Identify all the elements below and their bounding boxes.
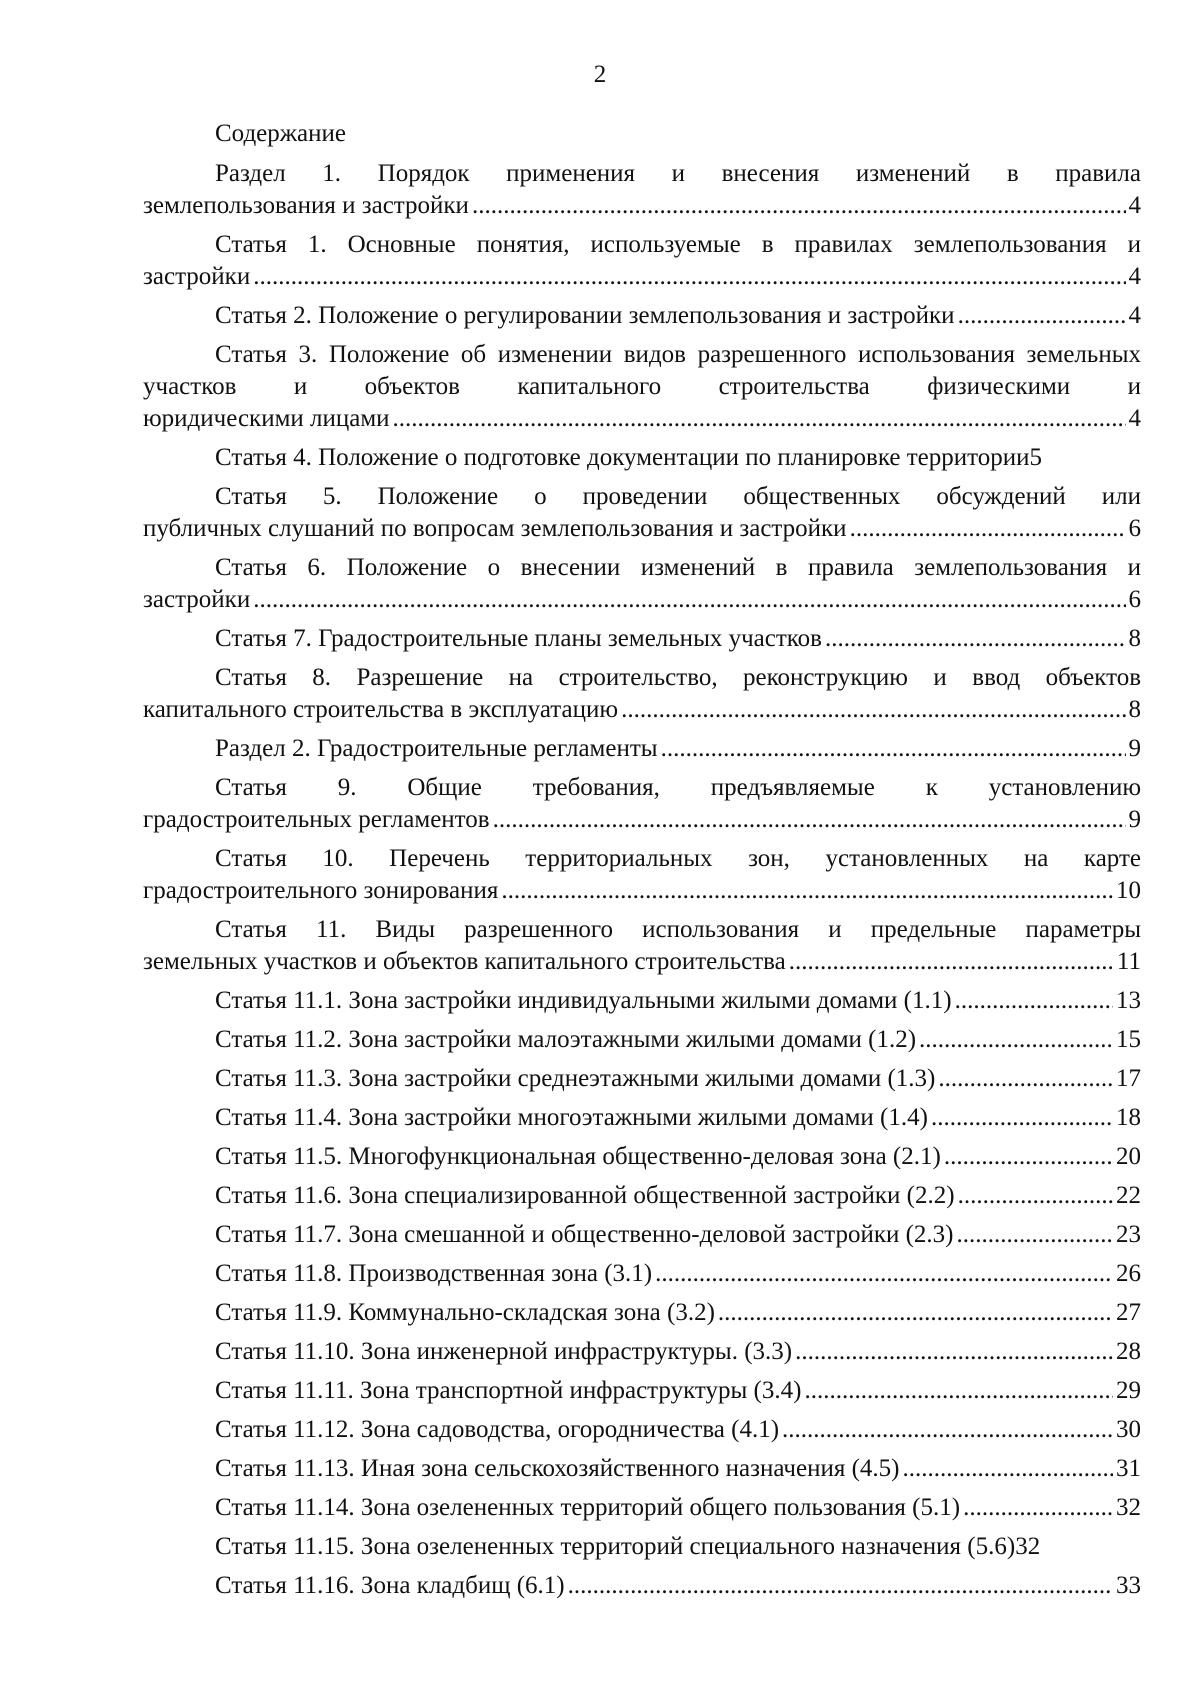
dot-leader	[661, 733, 1126, 765]
toc-page-number: 6	[1128, 515, 1141, 542]
dot-leader	[938, 1063, 1113, 1095]
toc-entry-title: Статья 11.16. Зона кладбищ (6.1)	[215, 1572, 565, 1599]
toc-page-number: 33	[1116, 1572, 1141, 1599]
toc-page-number: 4	[1128, 192, 1141, 219]
toc-page-number: 20	[1116, 1143, 1141, 1170]
toc-entry[interactable]	[143, 1063, 1141, 1095]
toc-entry-line	[143, 1531, 1141, 1563]
dot-leader	[944, 1141, 1113, 1173]
toc-page-number: 26	[1116, 1260, 1141, 1287]
toc-entry-line	[143, 513, 1141, 545]
toc-entry-title: Статья 2. Положение о регулировании землепользования и застройки	[215, 302, 955, 329]
toc-entry[interactable]	[143, 1102, 1141, 1134]
toc-page-number: 4	[1128, 302, 1141, 329]
toc-entry[interactable]	[143, 300, 1141, 332]
toc-page-number: 29	[1116, 1377, 1141, 1404]
dot-leader	[655, 1258, 1113, 1290]
toc-entry[interactable]	[143, 1570, 1141, 1602]
toc-entry-title: Статья 11.7. Зона смешанной и общественно-деловой застройки (2.3)	[215, 1221, 954, 1248]
dot-leader	[718, 1297, 1113, 1329]
toc-entry-line	[143, 733, 1141, 765]
toc-entry-line	[143, 190, 1141, 222]
toc-entry-line	[143, 1180, 1141, 1212]
dot-leader	[253, 584, 1125, 616]
toc-entry-line	[143, 623, 1141, 655]
toc-entry-text: Статья 1. Основные понятия, используемые в правилах землепользования и	[215, 231, 1141, 258]
toc-entry-title: Статья 11.12. Зона садоводства, огородничества (4.1)	[215, 1416, 780, 1443]
toc-entry-text: Статья 3. Положение об изменении видов разрешенного использования земельных участков и объектов капитального строительства физическими и	[143, 341, 1141, 400]
toc-entry-line	[143, 1063, 1141, 1095]
toc-entry[interactable]	[143, 772, 1141, 836]
toc-page-number: 30	[1116, 1416, 1141, 1443]
dot-leader	[782, 1414, 1113, 1446]
toc-entry[interactable]	[143, 662, 1141, 726]
toc-title: Содержание	[215, 120, 346, 147]
dot-leader	[903, 1453, 1114, 1485]
toc-entry-text: Статья 5. Положение о проведении общественных обсуждений или	[215, 483, 1141, 510]
dot-leader	[850, 513, 1126, 545]
toc-entry[interactable]	[143, 843, 1141, 907]
toc-entry-text: Статья 6. Положение о внесении изменений в правила землепользования и	[215, 554, 1141, 581]
toc-page-number: 28	[1116, 1338, 1141, 1365]
dot-leader	[795, 1336, 1113, 1368]
toc-entry-line	[143, 946, 1141, 978]
toc-page-number: 13	[1116, 987, 1141, 1014]
toc-page-number: 17	[1116, 1065, 1141, 1092]
toc-entry-title: Статья 11.6. Зона специализированной общественной застройки (2.2)	[215, 1182, 955, 1209]
toc-entry[interactable]	[143, 1258, 1141, 1290]
dot-leader	[493, 804, 1126, 836]
toc-entry-title: Статья 11.13. Иная зона сельскохозяйственного назначения (4.5)	[215, 1455, 900, 1482]
toc-entry-title: Статья 11.14. Зона озелененных территорий общего пользования (5.1)	[215, 1494, 961, 1521]
toc-entry[interactable]	[143, 1375, 1141, 1407]
toc-entry[interactable]	[143, 552, 1141, 616]
toc-entry-line	[143, 442, 1141, 474]
toc-entry-line	[143, 1453, 1141, 1485]
toc-entry[interactable]	[143, 623, 1141, 655]
toc-page-number: 27	[1116, 1299, 1141, 1326]
toc-entry[interactable]	[143, 914, 1141, 978]
toc-page-number: 9	[1128, 735, 1141, 762]
dot-leader	[621, 694, 1125, 726]
toc-entry-title: Статья 11.11. Зона транспортной инфраструктуры (3.4)	[215, 1377, 802, 1404]
toc-entry-title: градостроительного зонирования	[143, 877, 499, 904]
toc-entry-text: Статья 10. Перечень территориальных зон, установленных на карте	[215, 845, 1141, 872]
toc-entry-title: землепользования и застройки	[143, 192, 469, 219]
toc-entry-line	[143, 584, 1141, 616]
toc-page-number: 10	[1116, 877, 1141, 904]
toc-entry-line	[143, 875, 1141, 907]
toc-entry-title: застройки	[143, 263, 251, 290]
toc-entry-title: Статья 7. Градостроительные планы земельных участков	[215, 625, 822, 652]
dot-leader	[825, 623, 1126, 655]
dot-leader	[501, 875, 1113, 907]
toc-entry-line	[143, 1414, 1141, 1446]
toc-entry-text: Статья 11. Виды разрешенного использования и предельные параметры	[215, 916, 1141, 943]
dot-leader	[568, 1570, 1113, 1602]
toc-entry-line	[143, 403, 1141, 435]
toc-entry[interactable]	[143, 229, 1141, 293]
toc-entry-line	[143, 1375, 1141, 1407]
toc-page-number: 32	[1015, 1533, 1041, 1560]
toc-entry[interactable]	[143, 339, 1141, 435]
toc-entry[interactable]	[143, 1141, 1141, 1173]
dot-leader	[472, 190, 1126, 222]
toc-entries	[143, 158, 1141, 1602]
toc-entry-title: Статья 4. Положение о подготовке документации по планировке территории	[215, 444, 1030, 471]
dot-leader	[955, 985, 1113, 1017]
dot-leader	[253, 261, 1125, 293]
toc-entry-line	[143, 985, 1141, 1017]
dot-leader	[958, 300, 1126, 332]
toc-page-number: 22	[1116, 1182, 1141, 1209]
page-number: 2	[593, 61, 607, 88]
toc-entry[interactable]	[143, 481, 1141, 545]
toc-entry[interactable]	[143, 158, 1141, 222]
toc-entry-line	[143, 1570, 1141, 1602]
dot-leader	[393, 403, 1126, 435]
toc-entry-title: Статья 11.3. Зона застройки среднеэтажными жилыми домами (1.3)	[215, 1065, 936, 1092]
toc-page-number: 15	[1116, 1026, 1141, 1053]
toc-entry-title: Статья 11.2. Зона застройки малоэтажными жилыми домами (1.2)	[215, 1026, 917, 1053]
toc-entry[interactable]	[143, 985, 1141, 1017]
toc-entry-title: застройки	[143, 586, 251, 613]
toc-entry[interactable]	[143, 1336, 1141, 1368]
dot-leader	[963, 1492, 1113, 1524]
dot-leader	[957, 1219, 1113, 1251]
dot-leader	[789, 946, 1114, 978]
toc-entry-title: Статья 11.8. Производственная зона (3.1)	[215, 1260, 653, 1287]
toc-entry-line	[143, 1141, 1141, 1173]
toc-page-number: 31	[1116, 1455, 1141, 1482]
toc-entry-title: капитального строительства в эксплуатацию	[143, 696, 619, 723]
toc-page-number: 8	[1128, 696, 1141, 723]
toc-entry-line	[143, 261, 1141, 293]
toc-entry-title: публичных слушаний по вопросам землепользования и застройки	[143, 515, 847, 542]
toc-page-number: 11	[1116, 948, 1141, 975]
dot-leader	[919, 1024, 1113, 1056]
toc-entry[interactable]	[143, 733, 1141, 765]
toc-entry[interactable]	[143, 1453, 1141, 1485]
toc-entry-line	[143, 1258, 1141, 1290]
toc-entry[interactable]	[143, 442, 1141, 474]
toc-page-number: 18	[1116, 1104, 1141, 1131]
toc-entry-title: Статья 11.1. Зона застройки индивидуальными жилыми домами (1.1)	[215, 987, 952, 1014]
toc-page-number: 4	[1128, 405, 1141, 432]
toc-entry-line	[143, 1297, 1141, 1329]
toc-entry[interactable]	[143, 1297, 1141, 1329]
toc-entry-title: Статья 11.4. Зона застройки многоэтажными жилыми домами (1.4)	[215, 1104, 928, 1131]
toc-entry-line	[143, 1024, 1141, 1056]
toc-entry-line	[143, 694, 1141, 726]
toc-entry-text: Статья 9. Общие требования, предъявляемые к установлению	[215, 774, 1141, 801]
toc-page-number: 9	[1128, 806, 1141, 833]
toc-entry-title: Раздел 2. Градостроительные регламенты	[215, 735, 658, 762]
toc-entry-title: земельных участков и объектов капитального строительства	[143, 948, 786, 975]
toc-page-number: 32	[1116, 1494, 1141, 1521]
toc-entry-title: градостроительных регламентов	[143, 806, 490, 833]
toc-page-number: 8	[1128, 625, 1141, 652]
toc-page-number: 6	[1128, 586, 1141, 613]
toc-entry-title: юридическими лицами	[143, 405, 390, 432]
toc-entry[interactable]	[143, 1414, 1141, 1446]
toc-entry-title: Статья 11.9. Коммунально-складская зона (3.2)	[215, 1299, 715, 1326]
toc-entry-title: Статья 11.10. Зона инженерной инфраструктуры. (3.3)	[215, 1338, 793, 1365]
toc-entry-line	[143, 300, 1141, 332]
toc-entry-line	[143, 1219, 1141, 1251]
toc-entry-line	[143, 1102, 1141, 1134]
toc-entry[interactable]	[143, 1531, 1141, 1563]
toc-entry[interactable]	[143, 1492, 1141, 1524]
toc-entry-line	[143, 1492, 1141, 1524]
toc-page-number: 5	[1029, 444, 1042, 471]
toc-entry[interactable]	[143, 1180, 1141, 1212]
toc-entry-title: Статья 11.15. Зона озелененных территорий специального назначения (5.6)	[215, 1533, 1016, 1560]
toc-page-number: 4	[1128, 263, 1141, 290]
toc-entry-line	[143, 804, 1141, 836]
toc-entry-text: Статья 8. Разрешение на строительство, реконструкцию и ввод объектов	[215, 664, 1141, 691]
dot-leader	[804, 1375, 1113, 1407]
toc-entry[interactable]	[143, 1219, 1141, 1251]
toc-entry-line	[143, 1336, 1141, 1368]
toc-entry-text: Раздел 1. Порядок применения и внесения изменений в правила	[215, 160, 1141, 187]
dot-leader	[931, 1102, 1113, 1134]
toc-entry[interactable]	[143, 1024, 1141, 1056]
dot-leader	[958, 1180, 1113, 1212]
table-of-contents	[143, 116, 1141, 1602]
toc-page-number: 23	[1116, 1221, 1141, 1248]
toc-entry-title: Статья 11.5. Многофункциональная общественно-деловая зона (2.1)	[215, 1143, 941, 1170]
